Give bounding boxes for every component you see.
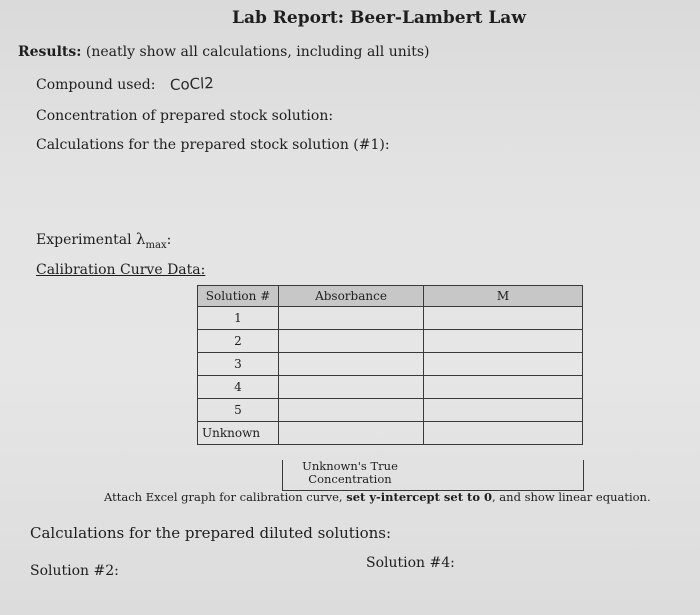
solution-cell: 2 bbox=[198, 330, 279, 353]
header-absorbance: Absorbance bbox=[279, 286, 424, 307]
table-row bbox=[198, 330, 583, 353]
attach-instruction bbox=[104, 490, 651, 504]
lambda-subscript: max bbox=[145, 239, 167, 251]
solution-cell-unknown: Unknown bbox=[198, 422, 279, 445]
solution-4-label: Solution #4: bbox=[366, 555, 455, 571]
header-m: M bbox=[424, 286, 583, 307]
absorbance-cell[interactable] bbox=[279, 330, 424, 353]
absorbance-cell[interactable] bbox=[279, 353, 424, 376]
lambda-prefix: Experimental bbox=[36, 232, 137, 248]
molarity-cell[interactable] bbox=[424, 353, 583, 376]
attach-text-2: , and show linear equation. bbox=[492, 490, 651, 504]
unknown-concentration-label: Unknown's True Concentration bbox=[302, 459, 398, 486]
absorbance-cell[interactable] bbox=[279, 307, 424, 330]
lambda-suffix: : bbox=[166, 232, 172, 248]
results-line bbox=[18, 44, 430, 60]
attach-bold: set y-intercept set to 0 bbox=[346, 490, 492, 504]
calibration-table bbox=[197, 285, 583, 445]
solution-cell: 1 bbox=[198, 307, 279, 330]
table-header-row bbox=[198, 286, 583, 307]
compound-line bbox=[36, 75, 214, 93]
molarity-cell[interactable] bbox=[424, 330, 583, 353]
solution-cell: 5 bbox=[198, 399, 279, 422]
solution-cell: 3 bbox=[198, 353, 279, 376]
compound-label: Compound used: bbox=[36, 77, 156, 93]
absorbance-cell[interactable] bbox=[279, 376, 424, 399]
solution-cell: 4 bbox=[198, 376, 279, 399]
lambda-symbol: λ bbox=[136, 230, 146, 248]
header-solution: Solution # bbox=[198, 286, 279, 307]
calibration-label: Calibration Curve Data: bbox=[36, 262, 206, 278]
results-label: Results: bbox=[18, 44, 82, 60]
table-row bbox=[198, 376, 583, 399]
absorbance-cell[interactable] bbox=[279, 422, 424, 445]
molarity-cell[interactable] bbox=[424, 307, 583, 330]
calc-stock-label: Calculations for the prepared stock solution (#1): bbox=[36, 137, 390, 153]
table-row bbox=[198, 307, 583, 330]
lambda-line bbox=[36, 230, 171, 251]
molarity-cell[interactable] bbox=[424, 376, 583, 399]
results-note: (neatly show all calculations, including all units) bbox=[85, 44, 430, 60]
molarity-cell[interactable] bbox=[424, 399, 583, 422]
molarity-cell[interactable] bbox=[424, 422, 583, 445]
table-row bbox=[198, 399, 583, 422]
absorbance-cell[interactable] bbox=[279, 399, 424, 422]
solution-2-label: Solution #2: bbox=[30, 563, 119, 579]
concentration-label: Concentration of prepared stock solution: bbox=[36, 108, 334, 124]
compound-handwritten: CoCl2 bbox=[169, 73, 215, 95]
page-title: Lab Report: Beer-Lambert Law bbox=[232, 8, 526, 28]
calc-diluted-label: Calculations for the prepared diluted solutions: bbox=[30, 524, 392, 542]
table-row bbox=[198, 353, 583, 376]
table-row-unknown bbox=[198, 422, 583, 445]
attach-text-1: Attach Excel graph for calibration curve, bbox=[104, 490, 347, 504]
